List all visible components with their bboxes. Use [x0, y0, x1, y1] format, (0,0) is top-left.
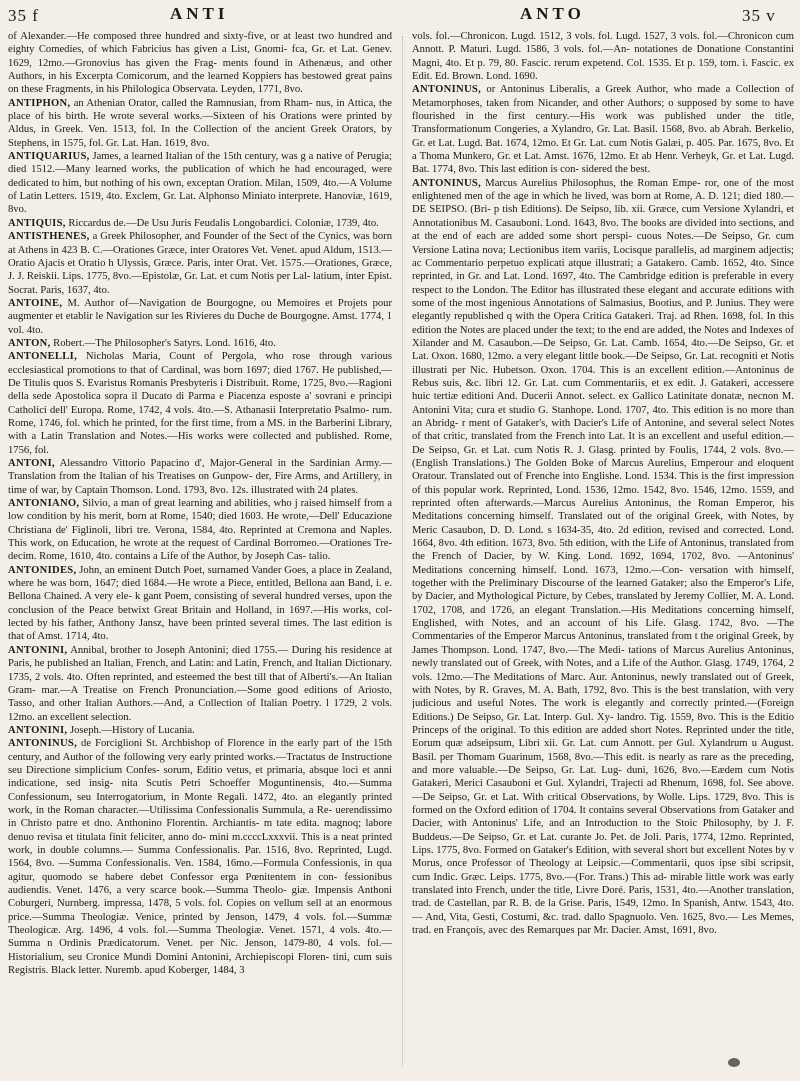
- entry-text: of Alexander.—He composed three hundred and sixty-five, or at least two hundred and eighty Comedies, of which Fabricius has given a List, Gnomi- fca, Gr. et Lat. Genev. 1629, 12mo.—Gronovius has given the Frag- ments found in Athenæus, and other Authors, in his Excerpta Comicorum, and the learned Koppiers has bestowed great pains on these Fragments, in his Philologica Observata. Leyden, 1771, 8vo.: [8, 31, 392, 96]
- entry-text: Annibal, brother to Joseph Antonini; died 1755.— During his residence at Paris, he published an Italian, French, and Latin: and Latin, French, and Italian Dictionary. 1735, 2 vols. 4to. Often reprinted, and esteemed the best till that of Alberti's.—An Italian Gram- mar.—A Treatise on French Pronunciation.—Some good editions of Ariosto, Tasso, and other Italian Authors.—And, a Collection of Italian Poetry. l 1729, 2 vols. 12mo. an excellent selection.: [8, 644, 392, 723]
- header-word-right: ANTO: [520, 4, 585, 23]
- page-number-right: 35 v: [742, 6, 776, 25]
- entry-text: Nicholas Maria, Count of Pergola, who rose through various ecclesiastical promotions to that of Cardinal, was born 1697; died 1767. He published,—De Titulis quos S. Evaristus Romanis Presbyteris i Distribuit. Rome, 1725, 8vo.—Ragioni della sede Apostolica sopra il Ducato di Parma e Piacenza esposte a' sovrani e principi Catholici dell' Europa. Rome, 1742, 4 vols. 4to.—S. Athanasii Interpretatio Psalmo- rum. Rome, 1746, fol. which he printed, for the first time, from a MS. in the Barberini Library, with a Latin Translation and Notes.—His works were collected and published. Rome, 1756, fol.: [8, 351, 392, 456]
- entry-text: de Forciglioni St. Archbishop of Florence in the early part of the 15th century, and Author of the following very early printed works.—Tractatus de Instructione seu Directione simplicium Confes- sorum, Editio vetus, et primaria, absque loci et anni indicatione, sed insig- nita Scutis Petri Schoeffer Moguntinensis, 4to.—Summa Confessionum, seu Interrogatorium, in Monte Regali. 1472, 4to. an elegantly printed work, in the Roman character.—Utilissima Confessionalis Summula, a Re- uerendissimo in Christo patre et dno. Anthonino Florentin. Archiantis- m tate edita. magnoq; labore denuo revisa et titulata finit feliciter, anno do- mini m.ccccLxxxvii. This is a neat printed work, in double columns.— Summa Confessionalis. Par. 1516, 8vo. Reprinted, Lugd. 1564, 8vo. —Summa Confessionalis. Ven. 1584, 16mo.—Formula Confessionis, in qua agitur, quomodo se habere debet Confessor erga Pœnitentem in con- fessionibus audiendis. Venet. 1476, a very scarce book.—Summa Theolo- giæ. Impensis Anthoni Coburgeri, Nurnberg. impressa, 1478, 5 vols. fol. Copies on vellum sell at an enormous price.—Summa Theologiæ. Venice, printed by Jenson, 1479, 4 vols. fol.—Summæ Theologicæ. Arg. 1496, 4 vols. fol.—Summa Theologiæ. Venet. 1571, 4 vols. 4to.—Summa n Ordinis Prædicatorum. Venet. per Nic. Jenson, 1479-80, 4 vols. fol.— Historialium, seu Cronice Mundi Domini Antonini, Archiepiscopi Floren- tini, cum suis Registris. Black letter. Nuremb. apud Koberger, 1484, 3: [8, 738, 392, 977]
- dictionary-entry: [8, 30, 392, 97]
- dictionary-entry: [8, 350, 392, 457]
- entry-text: Silvio, a man of great learning and abilities, who j raised himself from a low condition by his merit, born at Rome, 1540; died 1603. He wrote,—Dell' Educazione Christiana de' Figlinoli, libri tre. Verona, 1584, 4to. Reprinted at Cremona and Naples. This work, on Education, he wrote at the request of Cardinal Borromeo.—Orationes Tre- decim. Rome, 1610, 4to. contains a Life of the Author, by Joseph Cas- talio.: [8, 498, 392, 563]
- dictionary-entry: [8, 724, 392, 737]
- entry-headword: ANTIPHON,: [8, 97, 71, 109]
- entry-text: John, an eminent Dutch Poet, surnamed Vander Goes, a place in Zealand, where he was born, 1647; died 1684.—He wrote a Piece, entitled, Bellona aan Band, i. e. Bellona Chained. A very ele- k gant Poem, consisting of several hundred verses, upon the conclusion of the Peace betwixt Great Britain and Holland, in 1697.—His works, col- lected by his father, Anthony Jansz, have been printed several times. The last edition is that of Amst. 1714, 4to.: [8, 564, 392, 643]
- dictionary-entry: [8, 564, 392, 644]
- entry-headword: ANTONINI,: [8, 644, 68, 656]
- dictionary-entry: [8, 737, 392, 977]
- left-column: [8, 30, 392, 1070]
- dictionary-entry: [8, 150, 392, 217]
- header-word-left: ANTI: [170, 4, 229, 23]
- dictionary-entry: [8, 217, 392, 230]
- dictionary-entry: [8, 457, 392, 497]
- entry-headword: ANTONIDES,: [8, 564, 77, 576]
- entry-text: Alessandro Vittorio Papacino d', Major-General in the Sardinian Army.—Translation from the Italian of his Treatises on Gunpow- der, Fire Arms, and Artillery, in time of war, by Captain Thomson. Lond. 1793, 8vo. 12s. illustrated with 24 plates.: [8, 458, 392, 496]
- entry-headword: ANTONINUS,: [412, 177, 482, 189]
- entry-headword: ANTONELLI,: [8, 351, 78, 363]
- column-gutter: [402, 36, 403, 1066]
- entry-headword: ANTIQUARIUS,: [8, 151, 90, 163]
- entry-headword: ANTISTHENES,: [8, 231, 90, 243]
- running-header: [0, 4, 800, 30]
- entry-headword: ANTONI,: [8, 458, 55, 469]
- entry-text: vols. fol.—Chronicon. Lugd. 1512, 3 vols. fol. Lugd. 1527, 3 vols. fol.—Chronicon cum Annott. P. Maturi. Lugd. 1586, 3 vols. fol.—An- notationes de Donatione Constantini Magni, 4to. Et p. 79, 80. Fascic. rerum expetend. Col. 1535. Et p. 159, tom. i. Fascic. ex Edit. Ed. Brown. Lond. 1690.: [412, 31, 794, 83]
- entry-text: a Greek Philosopher, and Founder of the Sect of the Cynics, was born at Athens in 423 B. C.—Orationes Græce, inter Oratores Vet. Venet. apud Aldum, 1513.—Oratio Ajacis et Oratio h Ulyssis, Græce. Paris, inter Orat. Vet. 1575.—Orationes, Græce, J. J. Reiskii. Lips. 1775, 8vo.—Epistolæ, Gr. Lat. et cum Notis per Lal- latium, inter Epist. Socrat. Paris, 1637, 4to.: [8, 231, 392, 296]
- entry-headword: ANTONINI,: [8, 724, 68, 736]
- entry-text: Marcus Aurelius Philosophus, the Roman Empe- ror, one of the most enlightened men of the age in which he lived, was born at Rome, A. D. 121; died 180.—DE SEIPSO. (Bri- p tish Editions). De Seipso, lib. xii. Græce, cum Versione Xylandri, et Annotationibus M. Casauboni. Lond. 1643, 8vo. The books are divided into sections, and at the end of each are added some short perspi- cuous Notes.—De Seipso, Gr. cum Versione Latina nova; Lectionibus item variis, Locisque parallelis, ad marginem adjectis; ac Commentario perpetuo explicati atque illustrati; a Gatakero. Camb. 1652, 4to. Since reprinted, in Gr. and Lat. Lond. 1697, 4to. The Cambridge edition is preferable in every respect to the London. The Editor has illustrated these elegant and accurate editions with some of the most ingenious Annotations of Salmasius, Bootius, and P. Junius. They were elegantly republished q with the Opera Critica Gatakeri. Traj. ad Rhen. 1698, fol. In this edition the Notes are placed under the text; to the end are added, the Notes and Indexes of Xilander and M. Casaubon.—De Seipso, Gr. Lat. Camb. 1654, 4to.—De Seipso, Gr. et Lat. Oxon. 1680, 12mo. a very elegant little book.—De Seipso, Gr. Lat. recogniti et Notis illustrati per Nic. Hubetson. Oxon. 1704. This is an excellent edition.—Antoninus de Rebus suis, &c. libri 12. Gr. Lat. cum Commentariis, et ex edit. J. Gatakeri, accessere huic tertiæ editioni And. Ducerii Annot. select. ex Gallico Latinitate donatæ, necnon M. Antonini Vita; cura et studio G. Stanhope. Lond. 1707, 4to. This edition is no more than an Abridg- r ment of Gataker's, with Dacier's Life of Antonine, and several select Notes of that critic, translated from the French into Lat. It is an excellent and useful edition.—De Seipso, Gr. et Lat. cum Notis R. J. Glasg. printed by Foulis, 1744, 2 vols. 8vo.—(English Translations.) The Golden Boke of Marcus Aurelius, Emperour and eloquent Oratour. Translated out of Frenche into Englishe. Lond. 1534. This is the first impression of this popular work. Reprinted, Lond. 1536, 12mo. 1542, 8vo. 1546, 12mo. 1559, and reprinted often afterwards.—Marcus Aurelius Antoninus, the Roman Emperor, his Meditations concerning himself. Translated out of the original Greek, with Notes, by Meric Casaubon, D. D. Lond. s 1634-35, 4to. 2d edition, revised and corrected. Lond. 1664, 8vo. 4th edition. 1673, 8vo. 5th edition, with the Life of Antoninus, translated from the French of Dacier, by W. King. Lond. 1692, 1694, 1702, 8vo. —Antoninus' Meditations concerning himself. Lond. 1673, 12mo.—Con- versation with himself, together with the Preliminary Discourse of the learned Gataker; also the Emperor's Life, by Dacier, and Mythological Picture, by Cebes, translated by Jeremy Collier, M. A. Lond. 1702, 1708, and 1726, an elegant Translation.—His Meditations concerning himself, Englished, with Notes, and an account of his Life. Glasg. 1742, 8vo. —The Commentaries of the Emperor Marcus Antoninus, translated from t the original Greek, by James Thompson. Lond. 1747, 8vo.—The Medi- tations of Marcus Aurelius Antoninus, newly translated out of Greek, with Notes, and a Life of the Author. Glasg. 1749, 1764, 2 vols. 12mo.—The Meditations of Marc. Aur. Antoninus, newly translated out of Greek, with Notes, by R. Graves, M. A. Bath, 1792, 8vo. This is the best translation, with very judicious and useful Notes. The work is elegantly and correctly printed.—(Foreign Editions.) De Seipso, Gr. Lat. Interp. Gul. Xy- landro. Tig. 1559, 8vo. This is the Editio Princeps of the original. To this edition are added short Notes. Reprinted under the title, Eorum quæ adseipsum, Libri xii. Gr. Lat. cum Annott. per Gul. Xylandrum u August. Basil. per Thomam Guarinum, 1568, 8vo.—This edit. is nearly as rare as the preceding, and more valuable.—De Seipso, Gr. Lat. Lug- duni, 1626, 8vo.—Eædem cum Notis Gatakeri, Merici Casauboni et Gul. Xylandri, Trajecti ad Rhenum, 1698, fol. See above.—De Seipso, Gr. et Lat. With critical Observations, by Wolle. Lips. 1729, 8vo. This is formed on the Oxford edition of 1704. It contains several Observations from Gataker and Dacier, with Antoninus' Life, and an Introduction to the Stoic Philosophy, by J. F. Buddeus.—De Seipso, Gr. et Lat. curante Jo. Pet. de Joli. Paris, 1774, 12mo. Reprinted, Lips. 1775, 8vo. Formed on Gataker's Edition, with several short but excellent Notes by v Morus, once Professor of Theology at Leipsic.—Commentarii, quos ipse sibi scripsit, cum Indic. Græc. Leips. 1775, 8vo.—(For. Trans.) This ad- mirable little work was early translated into French, under the title, Livre Doré. Paris, 1531, 4to.—Another translation, trad. de Castellan, par R. B. de la Grise. Paris, 1549, 12mo. In Spanish, Antw. 1543, 4to.— And, Vita, Gesti, Costumi, &c. trad. dallo Spagnuolo. Ven. 1625, 8vo.— Les Memes, trad. en François, avec des Remarques par Mr. Dacier. Amst, 1691, 8vo.: [412, 177, 794, 937]
- entry-headword: ANTOINE,: [8, 297, 63, 309]
- right-column: [412, 30, 794, 1070]
- entry-text: James, a learned Italian of the 15th century, was g a native of Perugia; died 1512.—Many learned works, the publication of which he had encouraged, were dedicated to him, but nothing of his own, exceptan Oration. Milan, 1509, 4to.—A Volume of Latin Letters. 1519, 4to. Exclem, Gr. Lat. Alphonso Miniato interprete. Hanoviæ, 1619, 8vo.: [8, 151, 392, 216]
- entry-text: Robert.—The Philosopher's Satyrs. Lond. 1616, 4to.: [50, 337, 276, 349]
- entry-headword: ANTIQUIS,: [8, 217, 66, 229]
- dictionary-entry: [8, 337, 392, 350]
- dictionary-entry: [8, 97, 392, 150]
- page-number-left: 35 f: [8, 6, 39, 25]
- ink-smudge: [728, 1058, 740, 1067]
- entry-headword: ANTONINUS,: [8, 738, 78, 750]
- entry-text: M. Author of—Navigation de Bourgogne, ou Memoires et Projets pour augmenter et etablir le Navigation sur les Rivieres du Duche de Bourgogne. Amst. 1774, 1 vol. 4to.: [8, 297, 392, 336]
- entry-text: Joseph.—History of Lucania.: [67, 724, 195, 736]
- entry-text: Riccardus de.—De Usu Juris Feudalis Longobardici. Coloniæ, 1739, 4to.: [65, 217, 379, 229]
- entry-headword: ANTON,: [8, 337, 51, 349]
- dictionary-entry: [412, 177, 794, 938]
- entry-headword: ANTONIANO,: [8, 498, 80, 510]
- entry-text: or Antoninus Liberalis, a Greek Author, who made a Collection of Metamorphoses, taken from Nicander, and other Authors; o supposed by some to have flourished in the first century.—His work was published under the title, Transformationum Congeries, a Xylandro, Gr. Lat. Basil. 1568, 8vo. ab Abrah. Berkelio, Gr. et Lat. Lugd. Bat. 1674, 12mo. Et Gr. Lat. cum Notis Galæi, p. 405. Par. 1675, 8vo. Et a Thoma Munkero, Gr. et Lat. Amst. 1676, 12mo. Et ab Henr. Verheyk, Gr. et Lat. Lugd. Bat. 1774, 8vo. This last edition is con- sidered the best.: [412, 84, 794, 176]
- dictionary-entry: [8, 497, 392, 564]
- dictionary-entry: [8, 644, 392, 724]
- entry-headword: ANTONINUS,: [412, 84, 482, 96]
- entry-text: an Athenian Orator, called the Ramnusian, from Rham- nus, in Attica, the place of his birth. He wrote several works.—Sixteen of his Orations were printed by Aldus, in Greek. Ven. 1513, fol. In the Collection of the ancient Greek Orators, by Stephens, in 1575, fol. Gr. Lat. Han. 1619, 8vo.: [8, 97, 392, 149]
- dictionary-entry: [412, 83, 794, 176]
- dictionary-entry: [412, 30, 794, 83]
- dictionary-entry: [8, 297, 392, 337]
- dictionary-entry: [8, 230, 392, 297]
